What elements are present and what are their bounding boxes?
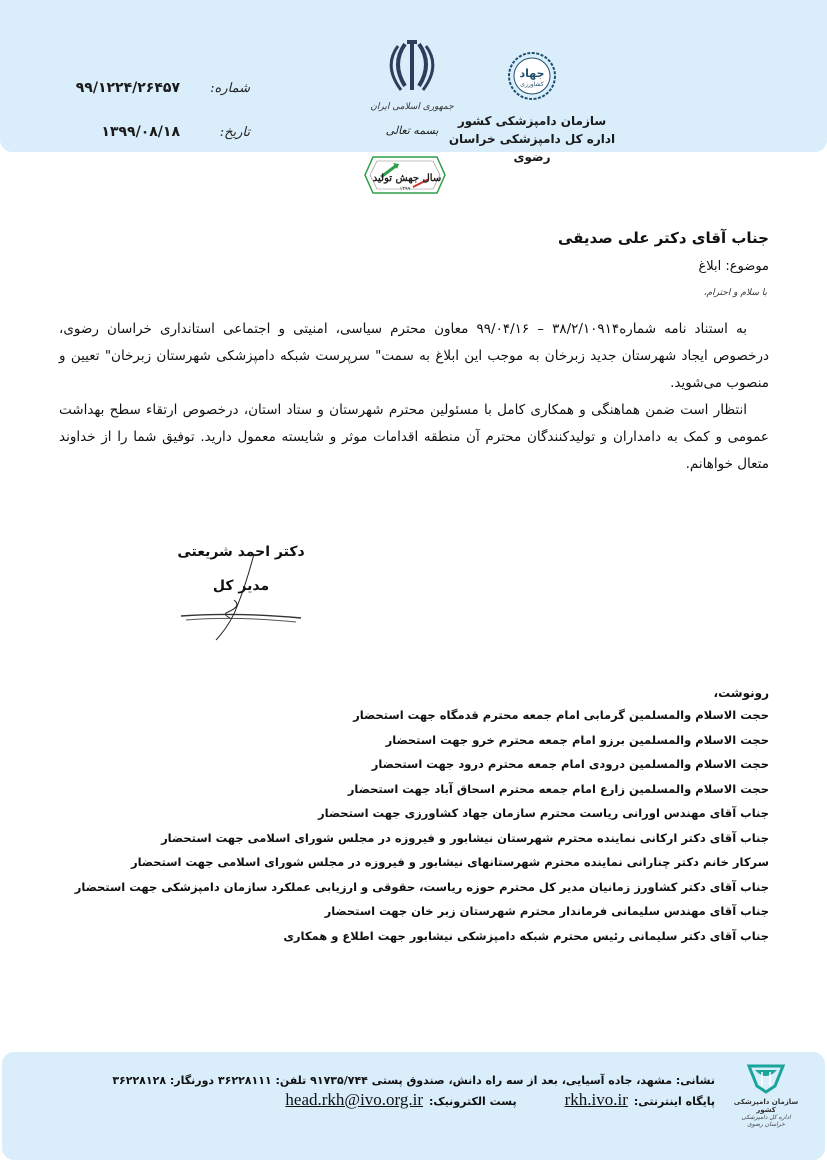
footer-logo — [731, 1062, 801, 1128]
svg-text:کشاورزی: کشاورزی — [520, 81, 544, 88]
slogan-text: سال جهش تولید — [372, 173, 442, 184]
slogan-year: ۱۳۹۹ — [399, 186, 411, 192]
footer-band — [2, 1052, 825, 1160]
footer-logo-caption: سازمان دامپزشکی کشور — [733, 1098, 799, 1114]
letter-number-row — [60, 80, 250, 124]
emblem-caption: جمهوری اسلامی ایران — [370, 102, 454, 112]
cc-item: جناب آقای مهندس سلیمانی فرماندار محترم شهرستان زبر خان جهت استحضار — [324, 904, 769, 918]
veterinary-organization-logo-icon — [745, 1062, 787, 1094]
letter-date-row — [60, 124, 250, 168]
iran-emblem-icon — [385, 38, 439, 96]
cc-item: جناب آقای دکتر سلیمانی رئیس محترم شبکه دامپزشکی نیشابور جهت اطلاع و همکاری — [283, 928, 769, 943]
signatory-name: دکتر احمد شریعتی — [177, 544, 305, 560]
footer-logo-subcaption: اداره کل دامپزشکی خراسان رضوی — [741, 1114, 791, 1128]
jahad-keshavarzi-logo-icon — [506, 50, 558, 102]
organization-name: سازمان دامپزشکی کشور — [457, 114, 607, 128]
greeting: با سلام و احترام، — [703, 288, 767, 298]
subject: موضوع: ابلاغ — [698, 259, 769, 274]
letter-meta — [60, 80, 250, 168]
body-paragraph: انتظار است ضمن هماهنگی و همکاری کامل با مسئولین محترم شهرستان و ستاد استان، درخصوص ارتقاء سطح بهداشت عمومی و کمک به دامداران و تولیدکنندگان محترم آن منطقه اقدامات موثر و شایسته معمول دارید. توفیق شما را از خداوند متعال خواهانم. — [59, 402, 769, 472]
number-value: ۹۹/۱۲۲۴/۲۶۴۵۷ — [75, 80, 180, 96]
email-link[interactable]: head.rkh@ivo.org.ir — [285, 1090, 424, 1109]
cc-item: حجت الاسلام والمسلمین درودی امام جمعه محترم درود جهت استحضار — [371, 757, 769, 771]
slogan-badge-icon — [363, 153, 447, 197]
date-label: تاریخ: — [219, 125, 250, 140]
cc-title: رونوشت، — [713, 686, 769, 700]
svg-text:جهاد: جهاد — [519, 67, 545, 80]
cc-list — [74, 683, 769, 948]
emblem-block — [357, 38, 467, 137]
number-label: شماره: — [210, 81, 250, 96]
recipient: جناب آقای دکتر علی صدیقی — [557, 229, 769, 247]
department-name: اداره کل دامپزشکی خراسان رضوی — [448, 132, 616, 164]
signatory-title: مدیر کل — [212, 578, 270, 594]
cc-item: جناب آقای دکتر کشاورز زمانیان مدیر کل محترم حوزه ریاست، حقوقی و ارزیابی عملکرد سازمان دامپزشکی جهت استحضار — [74, 879, 769, 894]
footer-contact-row — [285, 1090, 715, 1110]
cc-item: حجت الاسلام والمسلمین زارع امام جمعه محترم اسحاق آباد جهت استحضار — [347, 781, 769, 796]
date-value: ۱۳۹۹/۰۸/۱۸ — [101, 124, 180, 140]
letterhead-band — [0, 0, 827, 164]
email-label: پست الکترونیک: — [429, 1095, 517, 1108]
cc-item: جناب آقای مهندس اورانی ریاست محترم سازمان جهاد کشاورزی جهت استحضار — [318, 806, 769, 820]
cc-item: سرکار خانم دکتر چنارانی نماینده محترم شهرستانهای نیشابور و فیروزه در مجلس شورای اسلامی جهت استحضار — [130, 855, 769, 869]
letter-body — [59, 316, 769, 478]
cc-item: جناب آقای دکتر ارکانی نماینده محترم شهرستان نیشابور و فیروزه در مجلس شورای اسلامی جهت استحضار — [161, 830, 769, 845]
website-link[interactable]: rkh.ivo.ir — [564, 1090, 628, 1109]
signature-block — [176, 544, 306, 594]
cc-item: حجت الاسلام والمسلمین برزو امام جمعه محترم خرو جهت استحضار — [385, 732, 769, 747]
website-label: پایگاه اینترنتی: — [633, 1095, 715, 1108]
bismillah: بسمه تعالی — [385, 124, 439, 137]
cc-item: حجت الاسلام والمسلمین گرمابی امام جمعه محترم قدمگاه جهت استحضار — [353, 708, 769, 722]
footer-address: نشانی: مشهد، جاده آسیایی، بعد از سه راه دانش، صندوق پستی ۹۱۷۳۵/۷۴۴ تلفن: ۳۶۲۲۸۱۱۱ دورنگار: ۳۶۲۲۸۱۲۸ — [112, 1074, 715, 1087]
body-paragraph: به استناد نامه شماره۳۸/۲/۱۰۹۱۴ – ۹۹/۰۴/۱۶ معاون محترم سیاسی، امنیتی و اجتماعی استانداری خراسان رضوی، درخصوص ایجاد شهرستان جدید زبرخان به موجب این ابلاغ به سمت" سرپرست شبکه دامپزشکی شهرستان زبرخان" تعیین و منصوب می‌شوید. — [59, 321, 769, 391]
